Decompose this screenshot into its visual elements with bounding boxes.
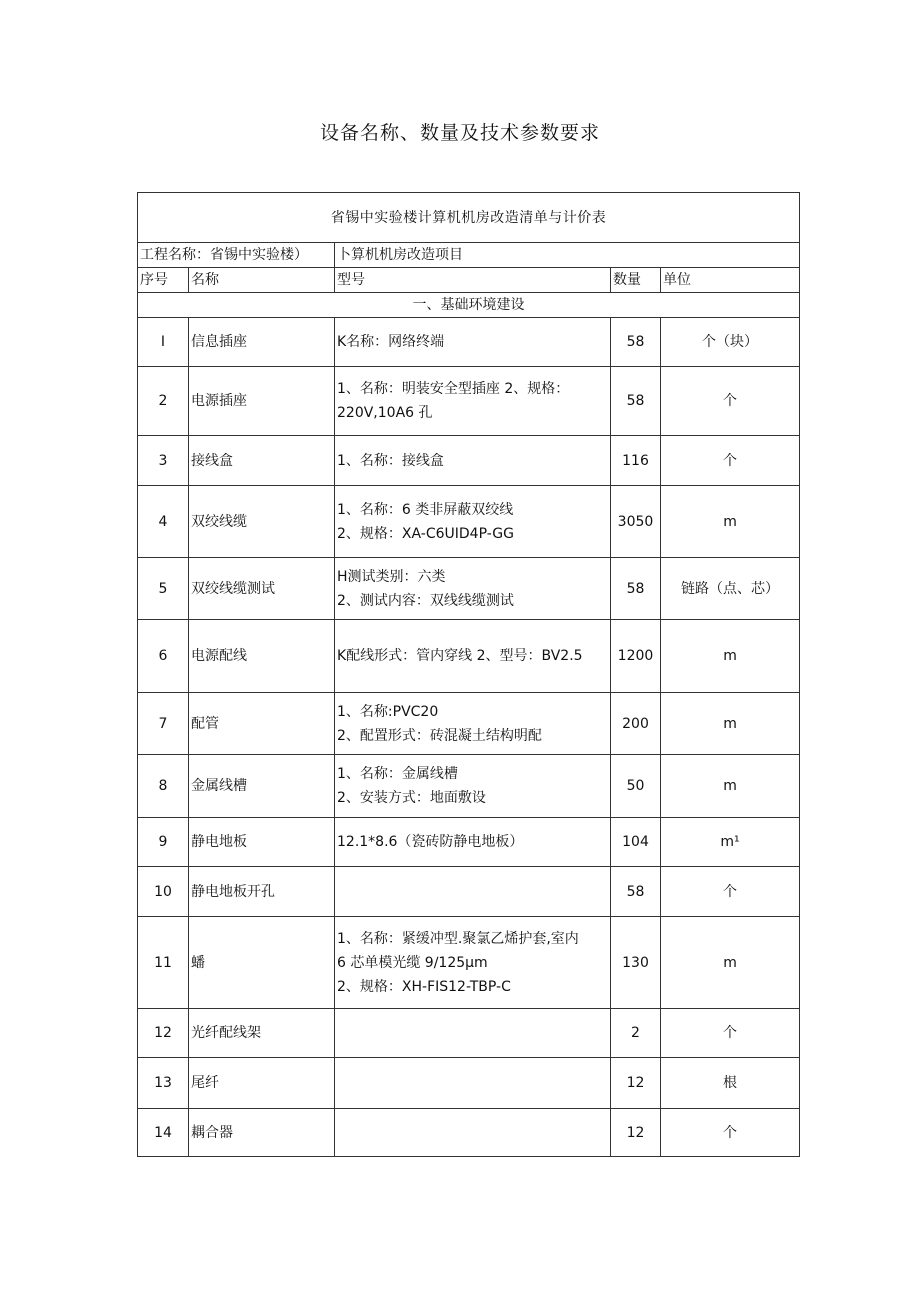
row-unit: 个 [661, 436, 800, 486]
row-qty: 200 [611, 693, 661, 755]
spec-line: 2、规格：XA-C6UID4P-GG [337, 525, 514, 542]
row-number: 13 [138, 1058, 189, 1109]
row-spec [335, 818, 611, 867]
row-number: I [138, 318, 189, 367]
row-number: 2 [138, 367, 189, 436]
row-name: 双绞线缆测试 [189, 558, 335, 620]
table-row [138, 818, 800, 867]
row-name: 接线盒 [189, 436, 335, 486]
row-name: 光纤配线架 [189, 1009, 335, 1058]
project-name-value: 卜算机机房改造项目 [335, 243, 800, 268]
row-name: 信息插座 [189, 318, 335, 367]
table-row [138, 1058, 800, 1109]
spec-line: K名称：网络终端 [337, 334, 445, 350]
row-qty: 58 [611, 867, 661, 917]
row-qty: 130 [611, 917, 661, 1009]
row-name: 配管 [189, 693, 335, 755]
row-spec [335, 1058, 611, 1109]
document-title: 设备名称、数量及技术参数要求 [319, 122, 600, 144]
spec-line: 6 芯单模光缆 9∕125μm [337, 954, 488, 971]
table-row [138, 917, 800, 1009]
row-qty: 12 [611, 1109, 661, 1157]
header-unit: 单位 [661, 268, 800, 293]
spec-line: 1、名称：明装安全型插座 2、规格： [337, 381, 570, 397]
row-name: 金属线槽 [189, 755, 335, 818]
row-spec [335, 693, 611, 755]
spec-line: K配线形式：管内穿线 2、型号：BV2.5 [337, 648, 583, 664]
table-row [138, 318, 800, 367]
row-unit: 链路（点、芯） [661, 558, 800, 620]
row-qty: 116 [611, 436, 661, 486]
row-number: 6 [138, 620, 189, 693]
row-number: 4 [138, 486, 189, 558]
spec-line: 220V,10A6 孔 [337, 405, 433, 421]
row-qty: 1200 [611, 620, 661, 693]
spec-line: 1、名称：紧缓冲型.聚氯乙烯护套,室内 [337, 930, 579, 947]
row-spec [335, 318, 611, 367]
row-spec [335, 755, 611, 818]
row-number: 7 [138, 693, 189, 755]
row-spec [335, 917, 611, 1009]
table-row [138, 486, 800, 558]
row-name: 双绞线缆 [189, 486, 335, 558]
spec-line: 1、名称：接线盒 [337, 452, 444, 469]
row-number: 9 [138, 818, 189, 867]
row-qty: 58 [611, 558, 661, 620]
row-number: 14 [138, 1109, 189, 1157]
row-unit: m [661, 755, 800, 818]
row-spec [335, 367, 611, 436]
row-unit: 根 [661, 1058, 800, 1109]
table-row [138, 620, 800, 693]
row-name: 静电地板开孔 [189, 867, 335, 917]
row-spec [335, 1109, 611, 1157]
section-title: 一、基础环境建设 [138, 293, 800, 318]
row-qty: 50 [611, 755, 661, 818]
spec-line: 2、测试内容：双线线缆测试 [337, 592, 514, 609]
row-spec [335, 558, 611, 620]
row-unit: 个 [661, 1109, 800, 1157]
section-row [138, 293, 800, 318]
row-qty: 58 [611, 318, 661, 367]
row-unit: m [661, 486, 800, 558]
row-number: 10 [138, 867, 189, 917]
row-name: 耦合器 [189, 1109, 335, 1157]
row-spec [335, 1009, 611, 1058]
row-name: 尾纤 [189, 1058, 335, 1109]
spec-line: 1、名称：6 类非屏蔽双绞线 [337, 501, 514, 518]
header-spec: 型号 [335, 268, 611, 293]
row-qty: 2 [611, 1009, 661, 1058]
header-row [138, 268, 800, 293]
header-name: 名称 [189, 268, 335, 293]
table-row [138, 693, 800, 755]
row-qty: 3050 [611, 486, 661, 558]
spec-line: H测试类别：六类 [337, 568, 446, 585]
price-list-table [137, 192, 800, 1157]
row-name: 电源配线 [189, 620, 335, 693]
table-row [138, 367, 800, 436]
row-spec [335, 486, 611, 558]
table-row [138, 755, 800, 818]
spec-line: 2、规格：XH-FIS12-TBP-C [337, 978, 511, 995]
table-row [138, 1109, 800, 1157]
row-unit: m¹ [661, 818, 800, 867]
header-no: 序号 [138, 268, 189, 293]
row-unit: 个 [661, 367, 800, 436]
row-name: 电源插座 [189, 367, 335, 436]
row-number: 5 [138, 558, 189, 620]
row-number: 8 [138, 755, 189, 818]
row-name: 静电地板 [189, 818, 335, 867]
row-number: 11 [138, 917, 189, 1009]
spec-line: 2、安装方式：地面敷设 [337, 790, 486, 806]
spec-line: 1、名称:PVC20 [337, 703, 439, 720]
row-unit: m [661, 693, 800, 755]
row-unit: m [661, 620, 800, 693]
row-spec [335, 436, 611, 486]
row-qty: 58 [611, 367, 661, 436]
spec-line: 12.1*8.6（瓷砖防静电地板） [337, 834, 524, 850]
row-qty: 104 [611, 818, 661, 867]
row-spec [335, 620, 611, 693]
row-name: 蟠 [189, 917, 335, 1009]
row-unit: m [661, 917, 800, 1009]
table-row [138, 1009, 800, 1058]
row-unit: 个 [661, 1009, 800, 1058]
row-number: 3 [138, 436, 189, 486]
table-row [138, 867, 800, 917]
row-unit: 个 [661, 867, 800, 917]
row-spec [335, 867, 611, 917]
spec-line: 1、名称：金属线槽 [337, 766, 458, 782]
project-info-row [138, 243, 800, 268]
table-title: 省锡中实验楼计算机机房改造清单与计价表 [138, 193, 800, 243]
table-title-row [138, 193, 800, 243]
row-qty: 12 [611, 1058, 661, 1109]
spec-line: 2、配置形式：砖混凝土结构明配 [337, 727, 542, 744]
table-row [138, 558, 800, 620]
row-unit: 个（块） [661, 318, 800, 367]
header-qty: 数量 [611, 268, 661, 293]
row-number: 12 [138, 1009, 189, 1058]
table-row [138, 436, 800, 486]
project-name-label: 工程名称：省锡中实验楼） [138, 243, 335, 268]
